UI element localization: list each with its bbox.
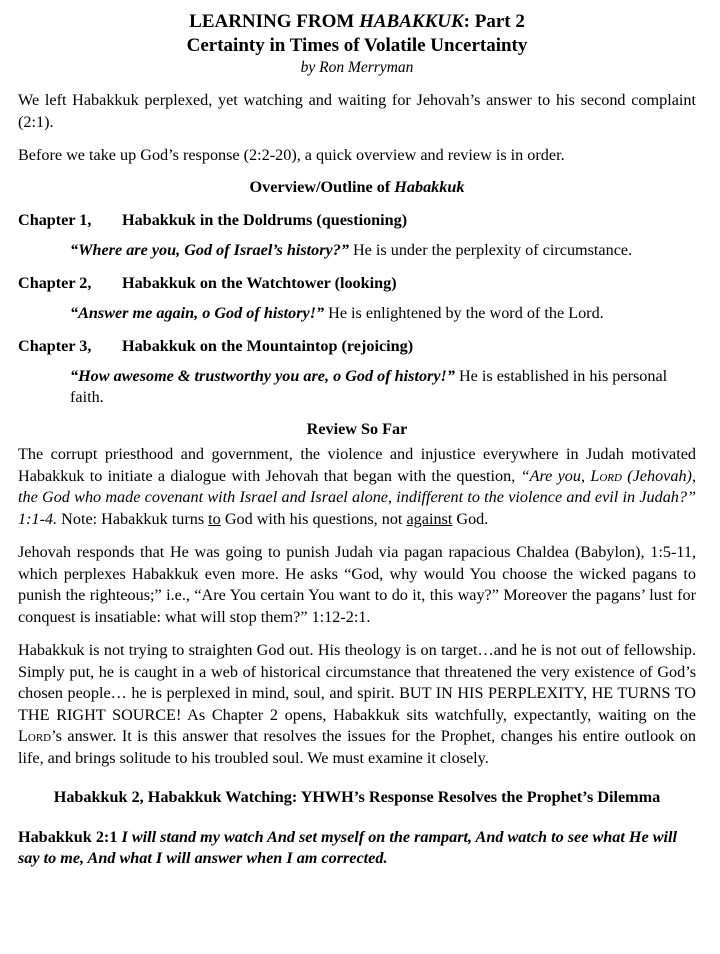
review-paragraph-2: Jehovah responds that He was going to punish Judah via pagan rapacious Chaldea (Babylon), 1:5-11, which perplexes Habakkuk even more. He asks “God, why would You choose the wicked pagans to punish the righteous;” i.e., “Are You certain You want to do it, this way?” Moreover the pagans’ lust for conquest is insatiable: what will stop them?” 1:12-2:1.: [18, 543, 696, 626]
verse-quote: [18, 827, 696, 870]
chapter-3-summary: “How awesome & trustworthy you are, o God of history!” He is established in his personal faith.: [70, 366, 668, 406]
verse-text: I will stand my watch And set myself on the rampart, And watch to see what He will say to me, And what I will answer when I am corrected.: [18, 827, 677, 867]
chapter-2-summary: “Answer me again, o God of history!” He is enlightened by the word of the Lord.: [70, 303, 604, 322]
review-paragraph-3: Habakkuk is not trying to straighten God out. His theology is on target…and he is not out of fellowship. Simply put, he is caught in a web of historical circumstance that threatened the very existence of God’s chosen people… he is perplexed in mind, soul, and spirit. BUT IN HIS PERPLEXITY, HE TURNS TO THE RIGHT SOURCE! As Chapter 2 opens, Habakkuk sits watchfully, expectantly, waiting on the Lord’s answer. It is this answer that resolves the issues for the Prophet, changes his entire outlook on life, and brings solitude to his troubled soul. We must examine it closely.: [18, 641, 696, 767]
review-heading: Review So Far: [306, 419, 408, 438]
chapter-3-heading: Chapter 3, Habakkuk on the Mountaintop (rejoicing): [18, 337, 414, 355]
review-question: “Are you, Lord (Jehovah), the God who made covenant with Israel and Israel alone, indifferent to the violence and evil in Judah?” 1:1-4.: [18, 466, 696, 528]
document-title: LEARNING FROM HABAKKUK: Part 2: [189, 11, 525, 32]
intro-paragraph-2: Before we take up God’s response (2:2-20), a quick overview and review is in order.: [18, 146, 565, 164]
chapter-2-heading: Chapter 2, Habakkuk on the Watchtower (looking): [18, 274, 397, 292]
title-book-name: HABAKKUK: [359, 11, 464, 32]
chapter-1-heading: Chapter 1, Habakkuk in the Doldrums (questioning): [18, 211, 408, 229]
chapter-1-summary: “Where are you, God of Israel’s history?” He is under the perplexity of circumstance.: [70, 240, 633, 259]
review-paragraph-1: The corrupt priesthood and government, the violence and injustice everywhere in Judah motivated Habakkuk to initiate a dialogue with Jehovah that began with the question, “Are you, Lord (Jehovah), the God who made covenant with Israel and Israel alone, indifferent to the violence and evil in Judah?” 1:1-4. Note: Habakkuk turns to God with his questions, not against God.: [18, 445, 696, 528]
verse-reference: Habakkuk 2:1: [18, 827, 118, 846]
document-subtitle: Certainty in Times of Volatile Uncertainty: [186, 35, 528, 56]
author-byline: by Ron Merryman: [300, 59, 414, 76]
overview-heading: Overview/Outline of Habakkuk: [249, 177, 465, 196]
section-heading: Habakkuk 2, Habakkuk Watching: YHWH’s Response Resolves the Prophet’s Dilemma: [53, 788, 661, 806]
document-page: [18, 10, 696, 870]
intro-paragraph-1: We left Habakkuk perplexed, yet watching and waiting for Jehovah’s answer to his second complaint (2:1).: [18, 91, 696, 131]
